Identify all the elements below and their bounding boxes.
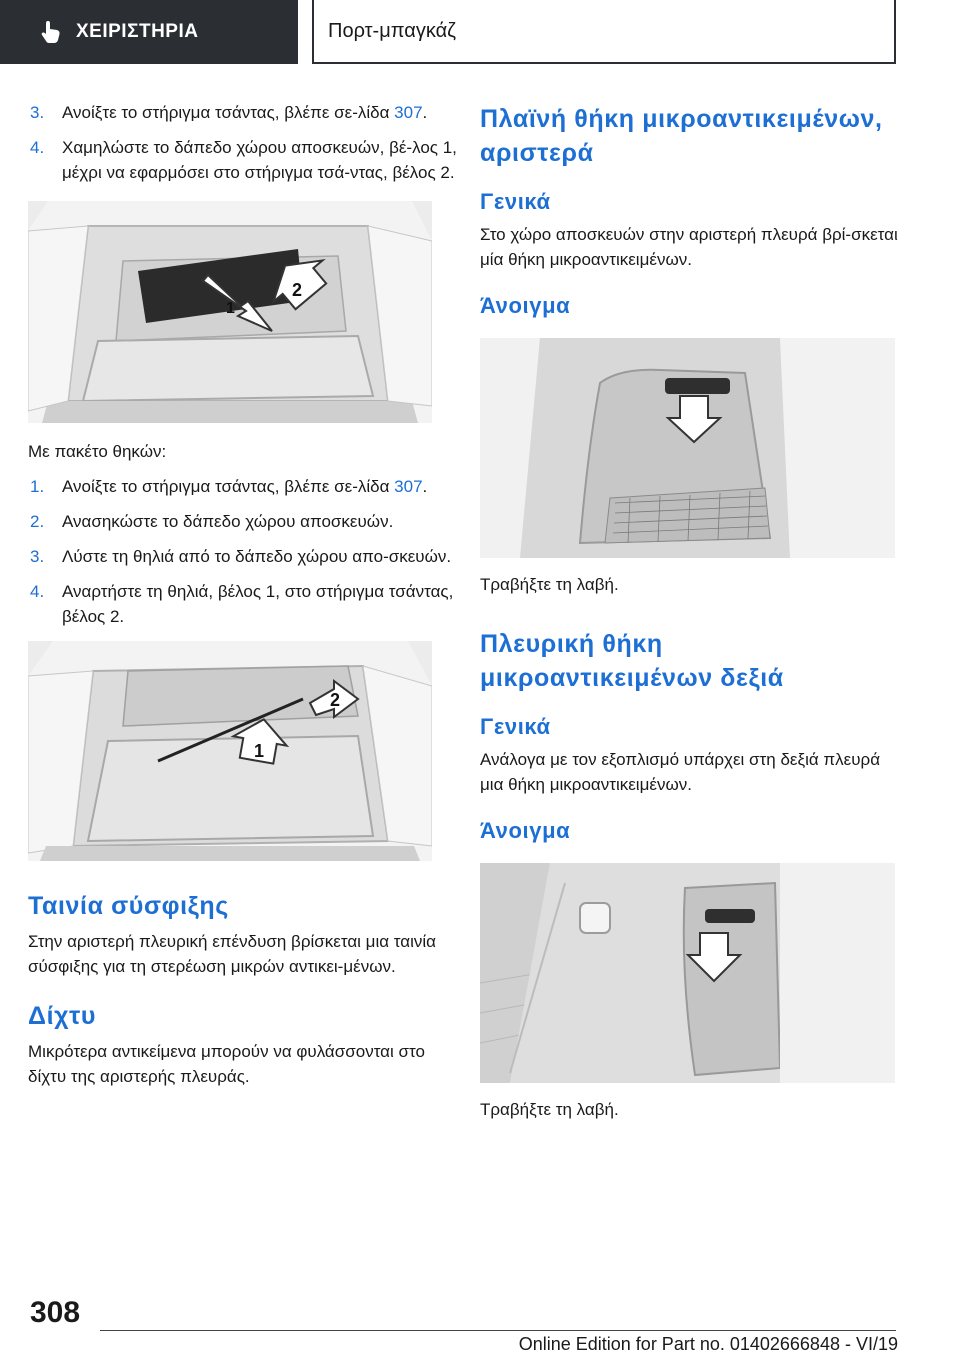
step-number: 2. bbox=[30, 512, 45, 531]
step-number: 4. bbox=[30, 138, 45, 157]
page-number: 308 bbox=[30, 1296, 81, 1329]
strap-text: Στην αριστερή πλευρική επένδυση βρίσκεται μια ταινία σύσφιξης για τη στερέωση μικρών αντικει-μένων. bbox=[28, 932, 436, 976]
header-section-tab[interactable] bbox=[0, 0, 298, 64]
arrow-label-2: 2 bbox=[330, 690, 341, 710]
step-number: 1. bbox=[30, 477, 45, 496]
page-link[interactable]: 307 bbox=[394, 477, 423, 496]
steps-top bbox=[28, 100, 460, 185]
right-compartment-illustration bbox=[480, 863, 895, 1083]
left-compartment-caption: Τραβήξτε τη λαβή. bbox=[480, 575, 619, 594]
trunk-loop-illustration bbox=[28, 641, 432, 861]
left-compartment-general-text: Στο χώρο αποσκευών στην αριστερή πλευρά βρί-σκεται μία θήκη μικροαντικειμένων. bbox=[480, 225, 898, 269]
right-compartment-opening-title: Άνοιγμα bbox=[480, 818, 571, 843]
step-text: Αναρτήστε τη θηλιά, βέλος 1, στο στήριγμα τσάντας, βέλος 2. bbox=[62, 582, 454, 626]
step-text: Ανοίξτε το στήριγμα τσάντας, βλέπε σε-λίδα bbox=[62, 477, 395, 496]
list-item bbox=[28, 579, 460, 629]
step-number: 4. bbox=[30, 582, 45, 601]
step-text: Λύστε τη θηλιά από το δάπεδο χώρου απο-σκευών. bbox=[62, 547, 452, 566]
step-number: 3. bbox=[30, 103, 45, 122]
footer-edition: Online Edition for Part no. 01402666848 - VI/19 bbox=[518, 1334, 898, 1354]
figure-right-compartment bbox=[480, 863, 895, 1083]
list-item bbox=[28, 100, 460, 125]
trunk-illustration bbox=[28, 201, 432, 423]
list-item bbox=[28, 509, 460, 534]
figure-trunk-loop bbox=[28, 641, 432, 861]
left-compartment-illustration bbox=[480, 338, 895, 558]
arrow-label-2: 2 bbox=[292, 280, 303, 300]
list-item bbox=[28, 135, 460, 185]
arrow-label-1: 1 bbox=[254, 741, 265, 761]
left-compartment-general-title: Γενικά bbox=[480, 189, 551, 214]
strap-title: Ταινία σύσφιξης bbox=[28, 892, 229, 920]
steps-pack bbox=[28, 474, 460, 629]
right-compartment-title: Πλευρική θήκη μικροαντικειμένων δεξιά bbox=[480, 630, 784, 692]
step-text-after: . bbox=[422, 477, 428, 496]
left-compartment-opening-title: Άνοιγμα bbox=[480, 293, 571, 318]
left-column bbox=[28, 100, 460, 1089]
right-compartment-general-text: Ανάλογα με τον εξοπλισμό υπάρχει στη δεξιά πλευρά μια θήκη μικροαντικειμένων. bbox=[480, 750, 881, 794]
footer-divider bbox=[100, 1330, 896, 1331]
net-title: Δίχτυ bbox=[28, 1002, 97, 1030]
right-column bbox=[480, 100, 900, 1122]
list-item bbox=[28, 544, 460, 569]
step-text: Χαμηλώστε το δάπεδο χώρου αποσκευών, βέ-λος 1, μέχρι να εφαρμόσει στο στήριγμα τσά-ντας, βέλος 2. bbox=[62, 138, 457, 182]
figure-left-compartment bbox=[480, 338, 895, 558]
hand-pointer-icon bbox=[40, 20, 62, 44]
right-compartment-general-title: Γενικά bbox=[480, 714, 551, 739]
right-compartment-caption: Τραβήξτε τη λαβή. bbox=[480, 1100, 619, 1119]
page-link[interactable]: 307 bbox=[394, 103, 423, 122]
left-compartment-title: Πλαϊνή θήκη μικροαντικειμένων, αριστερά bbox=[480, 105, 883, 167]
with-pack-text: Με πακέτο θηκών: bbox=[28, 442, 167, 461]
section-label: ΧΕΙΡΙΣΤΗΡΙΑ bbox=[76, 21, 199, 42]
net-text: Μικρότερα αντικείμενα μπορούν να φυλάσσονται στο δίχτυ της αριστερής πλευράς. bbox=[28, 1042, 425, 1086]
step-text: Ανοίξτε το στήριγμα τσάντας, βλέπε σε-λίδα bbox=[62, 103, 395, 122]
list-item bbox=[28, 474, 460, 499]
step-text: Ανασηκώστε το δάπεδο χώρου αποσκευών. bbox=[62, 512, 394, 531]
chapter-title: Πορτ-μπαγκάζ bbox=[312, 0, 896, 64]
arrow-label-1: 1 bbox=[226, 300, 235, 317]
step-text-after: . bbox=[422, 103, 428, 122]
step-number: 3. bbox=[30, 547, 45, 566]
figure-trunk-floor bbox=[28, 201, 432, 423]
